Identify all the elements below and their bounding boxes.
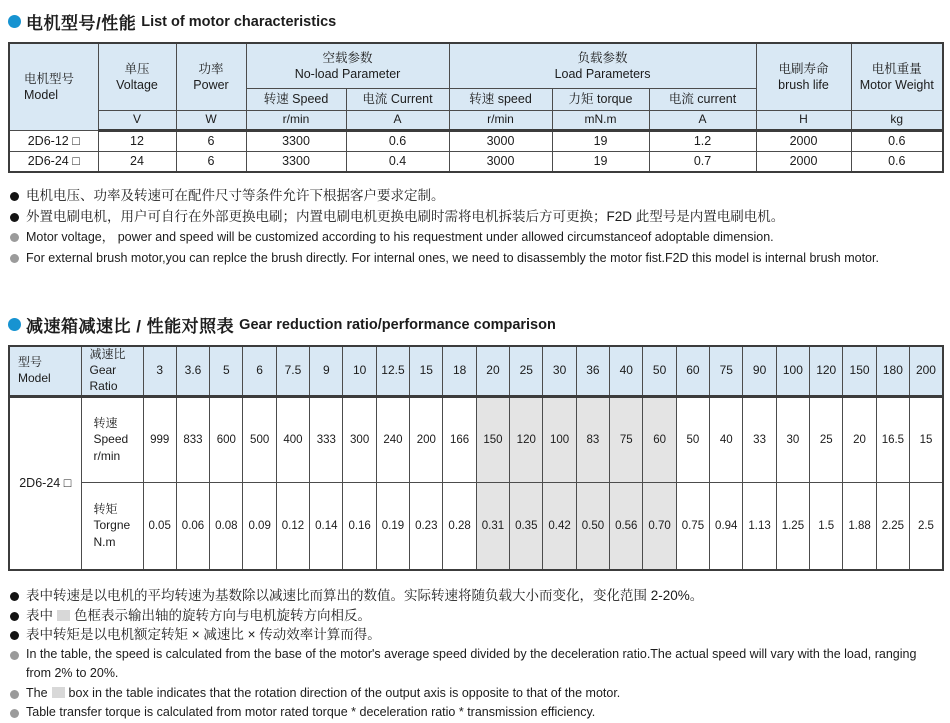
motor-value-cell: 6 — [176, 151, 246, 172]
note-bullet-icon — [10, 192, 19, 201]
note-item — [8, 586, 942, 606]
note-text: 表中 — [26, 607, 53, 623]
note-item — [8, 248, 942, 269]
noload-current-unit: A — [346, 110, 449, 130]
gear-value-cell: 120 — [510, 396, 543, 482]
voltage-header-zh: 单压 — [124, 61, 150, 76]
section1-title-en: List of motor characteristics — [141, 13, 337, 30]
gear-value-cell: 0.09 — [243, 482, 276, 570]
note-bullet-icon — [10, 651, 19, 660]
weight-unit: kg — [851, 110, 943, 130]
gear-value-cell: 16.5 — [876, 396, 909, 482]
motor-value-cell: 0.4 — [346, 151, 449, 172]
motor-table-row — [9, 130, 943, 151]
gear-ratio-header-cell: 3.6 — [176, 346, 209, 396]
note-item — [8, 186, 942, 207]
gear-value-cell: 0.23 — [410, 482, 443, 570]
note-bullet-icon — [10, 592, 19, 601]
note-item — [8, 227, 942, 248]
gear-ratio-header-cell: 5 — [210, 346, 243, 396]
gear-value-cell: 2.25 — [876, 482, 909, 570]
note-text: 电机电压、功率及转速可在配件尺寸等条件允许下根据客户要求定制。 — [26, 188, 445, 203]
note-bullet-icon — [10, 254, 19, 263]
gear-value-cell: 1.5 — [810, 482, 843, 570]
speed-label-en: Speed — [93, 432, 129, 447]
note-text: In the table, the speed is calculated from the base of the motor's average speed divided by the deceleration ratio.The actual speed will vary with the load, ranging from 2% to 20%. — [26, 646, 917, 680]
gear-ratio-header-cell: 50 — [643, 346, 676, 396]
gear-header-row — [9, 346, 943, 396]
motor-value-cell: 6 — [176, 130, 246, 151]
noload-current-header: 电流 Current — [346, 88, 449, 110]
noload-header-en: No-load Parameter — [294, 66, 401, 81]
gear-value-cell: 500 — [243, 396, 276, 482]
brush-header-en: brush life — [778, 77, 829, 92]
note-bullet-icon — [10, 213, 19, 222]
gear-value-cell: 0.50 — [576, 482, 609, 570]
motor-value-cell: 2000 — [756, 130, 851, 151]
gear-value-cell: 150 — [476, 396, 509, 482]
note-bullet-icon — [10, 631, 19, 640]
motor-value-cell: 3300 — [246, 130, 346, 151]
note-text: Motor voltage， power and speed will be customized according to his requestment under allowed circumstanceof adoptable dimension. — [26, 230, 774, 244]
section2-title-zh: 减速箱减速比 / 性能对照表 — [26, 317, 235, 336]
gear-ratio-header-en: Gear Ratio — [89, 362, 118, 393]
load-speed-header: 转速 speed — [449, 88, 552, 110]
gear-ratio-header-cell: 20 — [476, 346, 509, 396]
gear-value-cell: 20 — [843, 396, 876, 482]
model-column-header — [9, 43, 98, 130]
gear-ratio-header-cell: 180 — [876, 346, 909, 396]
motor-notes-list — [8, 186, 942, 268]
noload-header-zh: 空载参数 — [322, 50, 373, 65]
gear-ratio-header-cell: 18 — [443, 346, 476, 396]
blue-bullet-icon — [8, 318, 21, 331]
note-text: The — [26, 685, 48, 700]
gear-value-cell: 60 — [643, 396, 676, 482]
gear-value-cell: 2.5 — [910, 482, 943, 570]
gear-value-cell: 15 — [910, 396, 943, 482]
gear-value-cell: 200 — [410, 396, 443, 482]
gear-ratio-header-cell: 10 — [343, 346, 376, 396]
motor-value-cell: 24 — [98, 151, 176, 172]
gear-value-cell: 1.88 — [843, 482, 876, 570]
gear-value-cell: 999 — [143, 396, 176, 482]
motor-characteristics-table — [8, 42, 944, 173]
gear-value-cell: 83 — [576, 396, 609, 482]
note-bullet-icon — [10, 709, 19, 718]
gear-ratio-header-cell: 120 — [810, 346, 843, 396]
note-text: 表中转矩是以电机额定转矩 × 减速比 × 传动效率计算而得。 — [26, 627, 381, 642]
load-torque-unit: mN.m — [552, 110, 649, 130]
header-units-row — [9, 110, 943, 130]
gear-ratio-column-header — [81, 346, 143, 396]
gear-value-cell: 0.08 — [210, 482, 243, 570]
speed-label-zh: 转速 — [93, 415, 118, 430]
section2-title — [8, 312, 942, 337]
gear-value-cell: 1.25 — [776, 482, 809, 570]
gear-value-cell: 0.19 — [376, 482, 409, 570]
note-text: For external brush motor,you can replce the brush directly. For internal ones, we need to disassembly the motor fist.F2D this model is internal brush motor. — [26, 250, 879, 265]
note-text: Table transfer torque is calculated from motor rated torque * deceleration ratio * transmission efficiency. — [26, 705, 596, 719]
motor-value-cell: 3000 — [449, 130, 552, 151]
gear-value-cell: 40 — [710, 396, 743, 482]
motor-model-cell: 2D6-12 □ — [9, 130, 98, 151]
load-header-en: Load Parameters — [554, 66, 651, 81]
note-text: 表中转速是以电机的平均转速为基数除以减速比而算出的数值。实际转速将随负载大小而变化，变化范围 2-20%。 — [26, 588, 704, 603]
model-header-en: Model — [24, 87, 59, 102]
motor-value-cell: 3300 — [246, 151, 346, 172]
note-text: 色框表示输出轴的旋转方向与电机旋转方向相反。 — [74, 607, 371, 623]
gear-ratio-header-cell: 15 — [410, 346, 443, 396]
motor-value-cell: 1.2 — [649, 130, 756, 151]
gear-ratio-header-cell: 90 — [743, 346, 776, 396]
power-unit: W — [176, 110, 246, 130]
note-item — [8, 645, 942, 684]
weight-header-en: Motor Weight — [859, 77, 934, 92]
gear-torque-row — [9, 482, 943, 570]
torque-row-label — [81, 482, 143, 570]
brush-life-column-header — [756, 43, 851, 110]
gear-ratio-header-cell: 12.5 — [376, 346, 409, 396]
gray-box-swatch — [52, 687, 65, 698]
note-text: 外置电刷电机，用户可自行在外部更换电刷；内置电刷电机更换电刷时需将电机拆装后方可更换；F2D 此型号是内置电刷电机。 — [26, 208, 785, 224]
gear-ratio-header-cell: 7.5 — [276, 346, 309, 396]
note-bullet-icon — [10, 690, 19, 699]
gear-value-cell: 0.05 — [143, 482, 176, 570]
gear-value-cell: 0.75 — [676, 482, 709, 570]
gear-ratio-header-cell: 36 — [576, 346, 609, 396]
gear-value-cell: 50 — [676, 396, 709, 482]
note-bullet-icon — [10, 612, 19, 621]
section2-title-en: Gear reduction ratio/performance comparison — [239, 316, 556, 333]
gear-model-cell: 2D6-24 □ — [9, 396, 81, 570]
gray-box-swatch — [57, 610, 70, 621]
gear-value-cell: 333 — [310, 396, 343, 482]
torque-label-en: Torgne — [93, 518, 131, 533]
motor-value-cell: 0.6 — [851, 130, 943, 151]
gear-value-cell: 600 — [210, 396, 243, 482]
gear-ratio-header-cell: 9 — [310, 346, 343, 396]
gear-model-header-zh: 型号 — [18, 355, 43, 370]
note-item — [8, 684, 942, 704]
note-bullet-icon — [10, 233, 19, 242]
gear-ratio-header-cell: 40 — [610, 346, 643, 396]
gear-ratio-header-cell: 150 — [843, 346, 876, 396]
motor-value-cell: 3000 — [449, 151, 552, 172]
gear-value-cell: 75 — [610, 396, 643, 482]
motor-value-cell: 0.7 — [649, 151, 756, 172]
weight-column-header — [851, 43, 943, 110]
gear-value-cell: 0.42 — [543, 482, 576, 570]
voltage-unit: V — [98, 110, 176, 130]
note-item — [8, 703, 942, 723]
noload-group-header — [246, 43, 449, 88]
model-header-zh: 电机型号 — [24, 71, 75, 86]
brush-unit: H — [756, 110, 851, 130]
weight-header-zh: 电机重量 — [871, 61, 922, 76]
load-speed-unit: r/min — [449, 110, 552, 130]
blue-bullet-icon — [8, 15, 21, 28]
power-column-header — [176, 43, 246, 110]
gear-ratio-header-cell: 60 — [676, 346, 709, 396]
motor-table-row — [9, 151, 943, 172]
power-header-en: Power — [193, 77, 229, 92]
motor-value-cell: 2000 — [756, 151, 851, 172]
section1-title — [8, 9, 942, 34]
gear-value-cell: 0.28 — [443, 482, 476, 570]
gear-ratio-header-cell: 25 — [510, 346, 543, 396]
gear-value-cell: 833 — [176, 396, 209, 482]
gear-ratio-header-cell: 75 — [710, 346, 743, 396]
voltage-column-header — [98, 43, 176, 110]
speed-row-label — [81, 396, 143, 482]
load-current-header: 电流 current — [649, 88, 756, 110]
motor-value-cell: 19 — [552, 130, 649, 151]
gear-value-cell: 0.12 — [276, 482, 309, 570]
gear-ratio-header-cell: 3 — [143, 346, 176, 396]
load-header-zh: 负载参数 — [577, 50, 628, 65]
header-group-row — [9, 43, 943, 88]
gear-value-cell: 0.06 — [176, 482, 209, 570]
gear-ratio-table — [8, 345, 944, 571]
gear-value-cell: 0.70 — [643, 482, 676, 570]
torque-label-zh: 转矩 — [93, 501, 118, 516]
motor-model-cell: 2D6-24 □ — [9, 151, 98, 172]
power-header-zh: 功率 — [198, 61, 224, 76]
gear-ratio-header-cell: 6 — [243, 346, 276, 396]
gear-model-column-header — [9, 346, 81, 396]
gear-ratio-header-cell: 30 — [543, 346, 576, 396]
gear-model-header-en: Model — [18, 370, 51, 385]
noload-speed-header: 转速 Speed — [246, 88, 346, 110]
load-current-unit: A — [649, 110, 756, 130]
load-group-header — [449, 43, 756, 88]
voltage-header-en: Voltage — [116, 77, 158, 92]
noload-speed-unit: r/min — [246, 110, 346, 130]
gear-value-cell: 0.16 — [343, 482, 376, 570]
gear-value-cell: 33 — [743, 396, 776, 482]
note-item — [8, 207, 942, 228]
brush-header-zh: 电刷寿命 — [778, 61, 829, 76]
note-item — [8, 606, 942, 626]
gear-value-cell: 0.31 — [476, 482, 509, 570]
motor-value-cell: 19 — [552, 151, 649, 172]
gear-value-cell: 0.94 — [710, 482, 743, 570]
gear-value-cell: 100 — [543, 396, 576, 482]
gear-value-cell: 30 — [776, 396, 809, 482]
gear-ratio-header-cell: 100 — [776, 346, 809, 396]
gear-value-cell: 300 — [343, 396, 376, 482]
gear-speed-row — [9, 396, 943, 482]
gear-value-cell: 0.14 — [310, 482, 343, 570]
gear-value-cell: 400 — [276, 396, 309, 482]
motor-value-cell: 12 — [98, 130, 176, 151]
note-text: box in the table indicates that the rotation direction of the output axis is opposite to that of the motor. — [68, 685, 621, 700]
load-torque-header: 力矩 torque — [552, 88, 649, 110]
gear-value-cell: 0.56 — [610, 482, 643, 570]
note-item — [8, 625, 942, 645]
gear-value-cell: 240 — [376, 396, 409, 482]
motor-value-cell: 0.6 — [346, 130, 449, 151]
gear-notes-list — [8, 586, 942, 723]
gear-ratio-header-cell: 200 — [910, 346, 943, 396]
motor-value-cell: 0.6 — [851, 151, 943, 172]
torque-label-unit: N.m — [93, 535, 116, 550]
gear-ratio-header-zh: 减速比 — [89, 347, 126, 362]
section1-title-zh: 电机型号/性能 — [26, 14, 137, 33]
gear-value-cell: 25 — [810, 396, 843, 482]
speed-label-unit: r/min — [93, 448, 121, 463]
gear-value-cell: 1.13 — [743, 482, 776, 570]
gear-value-cell: 166 — [443, 396, 476, 482]
gear-value-cell: 0.35 — [510, 482, 543, 570]
